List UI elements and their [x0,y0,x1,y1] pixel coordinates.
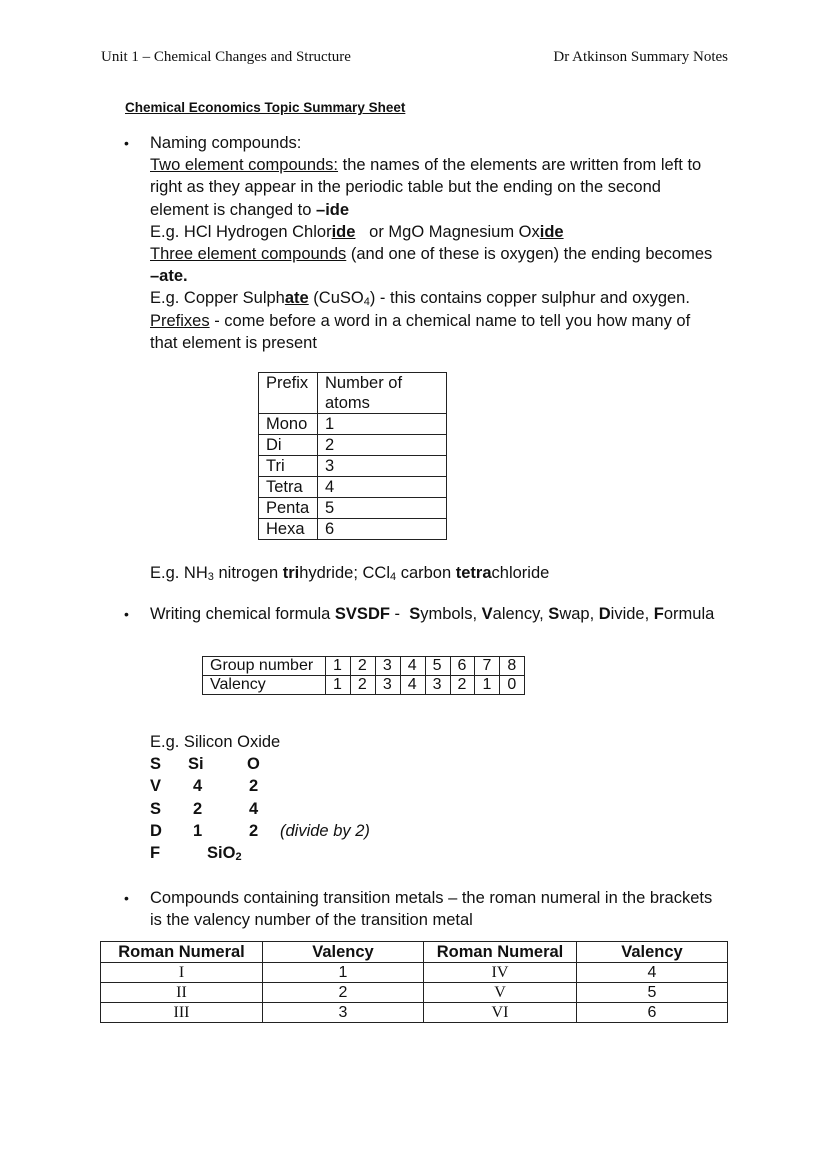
prefixes-label: Prefixes [150,311,210,330]
step-row: S Si O [150,755,260,774]
table-row: I 1 IV 4 [101,963,728,983]
table-row: Tri 3 [259,456,447,477]
group-valency-table [202,656,525,695]
transition-metals-section: Compounds containing transition metals – the roman numeral in the brackets is the valency number of the transition metal [150,889,713,930]
table-row: Penta 5 [259,498,447,519]
page-title: Chemical Economics Topic Summary Sheet [125,100,406,115]
bullet-icon: • [124,135,129,151]
three-element-line: Three element compounds (and one of these is oxygen) the ending becomes [150,245,713,264]
naming-compounds-section [150,132,740,354]
roman-numeral-table [100,941,728,1023]
prefixes-line-2: that element is present [150,333,317,352]
table-row: Hexa 6 [259,519,447,540]
table-row: Valency 1 2 3 4 3 2 1 0 [203,676,525,695]
table-row: III 3 VI 6 [101,1003,728,1023]
ate-example: E.g. Copper Sulphate (CuSO$_4$) - this contains copper sulphur and oxygen. [150,289,690,309]
ide-ending: –ide [316,200,350,219]
section-heading: Naming compounds: [150,134,302,152]
two-element-label: Two element compounds: [150,156,339,175]
final-formula: SiO [207,843,236,862]
prefix-table [258,372,447,540]
table-row: II 2 V 5 [101,983,728,1003]
table-header-row: Roman Numeral Valency Roman Numeral Valency [101,942,728,963]
table-row: Di 2 [259,435,447,456]
step-row: F SiO$_2$ [150,843,242,863]
step-row: V 4 2 [150,777,259,796]
header-cell: Number of atoms [318,373,447,414]
two-element-line-1: Two element compounds: the names of the elements are written from left to [150,156,702,175]
svsdf-section: Writing chemical formula SVSDF - Symbols, Valency, Swap, Divide, Formula [150,605,715,623]
ide-example: E.g. HCl Hydrogen Chloride or MgO Magnesium Oxide [150,222,564,241]
three-element-label: Three element compounds [150,245,347,264]
divide-note: (divide by 2) [280,821,370,840]
bullet-icon: • [124,606,129,622]
step-row: S 2 4 [150,799,259,818]
two-element-line-3: element is changed to –ide [150,200,350,219]
table-row: Group number 1 2 3 4 5 6 7 8 [203,657,525,676]
silicon-oxide-example [150,731,370,864]
table-row: Tetra 4 [259,477,447,498]
two-element-line-2: right as they appear in the periodic table but the ending on the second [150,178,661,197]
table-row: Mono 1 [259,414,447,435]
header-author: Dr Atkinson Summary Notes [553,49,728,65]
header-unit-title: Unit 1 – Chemical Changes and Structure [101,49,351,65]
bullet-icon: • [124,890,129,906]
step-row: D 1 2 (divide by 2) [150,820,280,842]
ate-ending: –ate. [150,267,188,286]
example-heading: E.g. Silicon Oxide [150,733,281,751]
prefixes-line-1: Prefixes - come before a word in a chemical name to tell you how many of [150,311,691,330]
svsdf-acronym: SVSDF [334,605,390,623]
header-cell: Prefix [259,373,318,414]
table-header-row [259,373,447,414]
prefix-example: E.g. $NH_3$ nitrogen trihydride; CCl$_4$ carbon tetrachloride [150,564,550,583]
